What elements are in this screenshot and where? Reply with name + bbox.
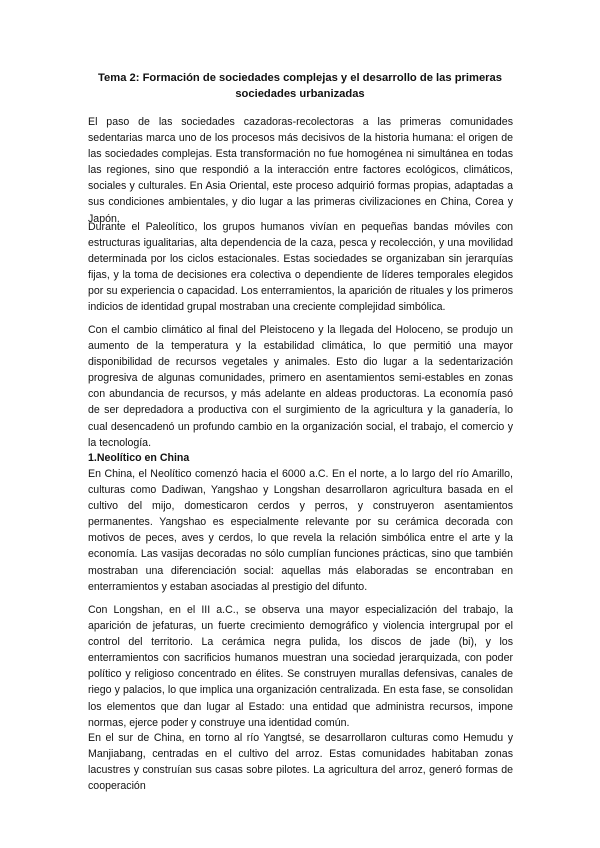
document-title [90,70,510,102]
paragraph-paleolithic: Durante el Paleolítico, los grupos humanos vivían en pequeñas bandas móviles con estructuras igualitarias, alta dependencia de la caza, pesca y recolección, y una movilidad determinada por los ciclos estacionales. Estas sociedades se organizaban sin jerarquías fijas, y la toma de decisiones era colectiva o dependiente de líderes temporales elegidos por su experiencia o capacidad. Los enterramientos, la aparición de rituales y los primeros indicios de identidad grupal mostraban una creciente complejidad simbólica. [88,221,513,314]
paragraph-south-china: En el sur de China, en torno al río Yangtsé, se desarrollaron culturas como Hemudu y Manjiabang, centradas en el cultivo del arroz. Estas comunidades habitaban zonas lacustres y construían sus casas sobre pilotes. La agricultura del arroz, generó formas de cooperación [88,732,513,793]
paragraph-longshan: Con Longshan, en el III a.C., se observa una mayor especialización del trabajo, la aparición de jefaturas, un fuerte crecimiento demográfico y violencia intergrupal por el control del territorio. La cerámica negra pulida, los discos de jade (bi), y los enterramientos con sacrificios humanos muestran una sociedad jerarquizada, con poder político y religioso concentrado en élites. Se construyen murallas defensivas, canales de riego y palacios, lo que implica una organización centralizada. En esta fase, se consolidan los elementos que dan lugar al Estado: una entidad que administra recursos, impone normas, ejerce poder y construye una identidad común. [88,604,513,729]
section-heading: 1.Neolítico en China [88,452,190,464]
title-line-2: sociedades urbanizadas [235,88,365,100]
paragraph-neolithic-china: En China, el Neolítico comenzó hacia el 6000 a.C. En el norte, a lo largo del río Amarillo, culturas como Dadiwan, Yangshao y Longshan desarrollaron agricultura basada en el cultivo del mijo, domesticaron cerdos y perros, y construyeron asentamientos permanentes. Yangshao es especialmente relevante por su cerámica decorada con motivos de peces, aves y cerdos, lo que revela la relación simbólica entre el arte y la economía. Las vasijas decoradas no sólo cumplían funciones prácticas, sino que también mostraban una diferenciación social: aquellas más elaboradas se encontraban en enterramientos y estaban asociadas al prestigio del difunto. [88,468,513,593]
title-line-1: Tema 2: Formación de sociedades complejas y el desarrollo de las primeras [98,72,502,84]
paragraph-holocene: Con el cambio climático al final del Pleistoceno y la llegada del Holoceno, se produjo un aumento de la temperatura y la estabilidad climática, lo que permitió una mayor disponibilidad de recursos vegetales y animales. Esto dio lugar a la sedentarización progresiva de algunas comunidades, primero en asentamientos semi-estables en zonas con abundancia de recursos, y más adelante en aldeas productoras. La economía pasó de ser depredadora a productiva con el surgimiento de la agricultura y la ganadería, lo cual desencadenó un profundo cambio en la organización social, el trabajo, el comercio y la tecnología. [88,324,513,449]
paragraph-intro: El paso de las sociedades cazadoras-recolectoras a las primeras comunidades sedentarias marca uno de los procesos más decisivos de la historia humana: el origen de las sociedades complejas. Esta transformación no fue homogénea ni simultánea en todas las regiones, sino que respondió a la interacción entre factores ecológicos, climáticos, sociales y culturales. En Asia Oriental, este proceso adquirió formas propias, adaptadas a sus condiciones ambientales, y dio lugar a las primeras civilizaciones en China, Corea y Japón. [88,116,513,225]
